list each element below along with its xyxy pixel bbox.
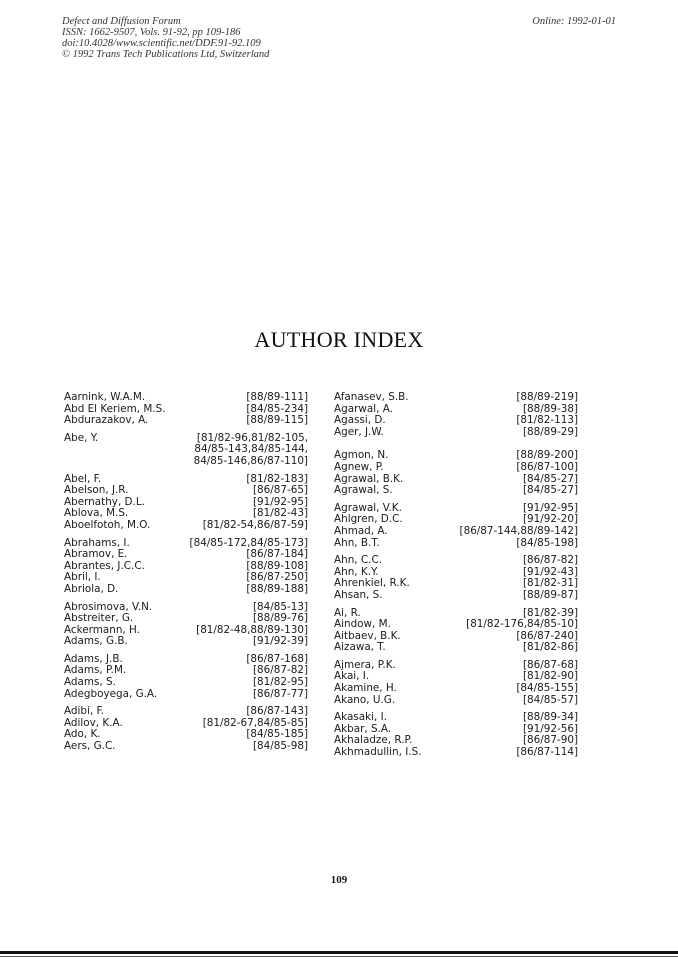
page-reference: [81/82-48,88/89-130] xyxy=(196,623,308,636)
page-reference: [88/89-87] xyxy=(522,588,578,601)
page-references xyxy=(389,590,578,602)
footer-rule-thin xyxy=(0,956,678,957)
page-reference: [88/89-29] xyxy=(522,425,578,438)
author-name: Agassi, D. xyxy=(334,414,386,427)
author-name: Akai, I. xyxy=(334,670,370,683)
page-reference: [86/87-77] xyxy=(252,687,308,700)
page-reference: [81/82-67,84/85-85] xyxy=(202,716,308,729)
author-name: Agrawal, V.K. xyxy=(334,501,402,514)
page-references xyxy=(122,677,308,689)
page-reference: [91/92-43] xyxy=(522,565,578,578)
page-references xyxy=(388,555,578,567)
journal-name: Defect and Diffusion Forum xyxy=(62,16,181,27)
page-references xyxy=(386,538,578,550)
page-reference: [88/89-34] xyxy=(522,711,578,724)
author-name: Abrosimova, V.N. xyxy=(64,600,153,613)
page-reference: [81/82-90] xyxy=(522,670,578,683)
page-reference: [86/87-90] xyxy=(522,734,578,747)
page-references xyxy=(415,392,578,404)
page-reference: [84/85-172,84/85-173] xyxy=(189,536,308,549)
page-reference: [88/89-219] xyxy=(516,391,578,403)
copyright-line: © 1992 Trans Tech Publications Ltd, Switzerland xyxy=(62,49,270,60)
author-name: Aindow, M. xyxy=(334,618,391,631)
page-reference: [81/82-54,86/87-59] xyxy=(202,518,308,531)
page-title: AUTHOR INDEX xyxy=(254,327,424,352)
author-name: Aizawa, T. xyxy=(334,641,386,654)
page-reference: [81/82-39] xyxy=(522,606,578,619)
page-reference: [86/87-143] xyxy=(246,705,308,718)
page-reference: [84/85-198] xyxy=(516,536,578,549)
page-reference: [91/92-20] xyxy=(522,513,578,526)
page-reference: [88/89-200] xyxy=(516,449,578,462)
author-entry xyxy=(64,689,308,701)
page-reference: [88/89-76] xyxy=(252,612,308,625)
author-column-left xyxy=(64,392,308,753)
author-entry xyxy=(64,433,308,468)
author-name: Ai, R. xyxy=(334,606,361,619)
author-name: Ahlgren, D.C. xyxy=(334,513,403,526)
author-entry xyxy=(64,549,308,561)
page-reference: [81/82-95] xyxy=(252,676,308,689)
page-references xyxy=(122,741,308,753)
page-reference: [88/89-108] xyxy=(246,559,308,572)
page-reference: [81/82-176,84/85-10] xyxy=(466,618,578,631)
author-name: Ahn, C.C. xyxy=(334,554,383,567)
page-reference: [81/82-43] xyxy=(252,507,308,520)
author-name: Akhaladze, R.P. xyxy=(334,734,413,747)
author-name: Ablova, M.S. xyxy=(64,507,129,520)
author-name: Akasaki, I. xyxy=(334,711,387,724)
page-reference: [86/87-240] xyxy=(516,629,578,642)
author-entry xyxy=(334,642,578,654)
author-name: Abernathy, D.L. xyxy=(64,495,145,508)
author-name: Ahmad, A. xyxy=(334,524,388,537)
author-entry xyxy=(334,695,578,707)
page-references xyxy=(403,683,578,695)
author-name: Adibi, F. xyxy=(64,705,105,718)
page-references xyxy=(151,392,308,404)
author-name: Akano, U.G. xyxy=(334,693,396,706)
author-entry xyxy=(64,415,308,427)
author-name: Afanasev, S.B. xyxy=(334,391,409,403)
author-entry xyxy=(64,613,308,625)
page-reference: [84/85-98] xyxy=(252,740,308,753)
author-entry xyxy=(334,485,578,497)
page-reference: [86/87-82] xyxy=(252,664,308,677)
author-name: Abrantes, J.C.C. xyxy=(64,559,145,572)
page-references xyxy=(154,415,308,427)
author-name: Adams, P.M. xyxy=(64,664,127,677)
issn-line: ISSN: 1662-9507, Vols. 91-92, pp 109-186 xyxy=(62,27,241,38)
page-references xyxy=(156,520,308,532)
author-entry xyxy=(64,741,308,753)
author-entry xyxy=(334,526,578,538)
page-reference: [84/85-185] xyxy=(246,728,308,741)
page-references xyxy=(428,747,579,759)
page-reference: [81/82-86] xyxy=(522,641,578,654)
page-reference: [81/82-183] xyxy=(246,472,308,485)
author-name: Adams, J.B. xyxy=(64,652,123,665)
author-name: Akamine, H. xyxy=(334,682,397,695)
page-reference: [88/89-115] xyxy=(246,414,308,427)
author-name: Aarnink, W.A.M. xyxy=(64,391,146,403)
page-reference: [84/85-234] xyxy=(246,402,308,415)
page-reference: [86/87-250] xyxy=(246,571,308,584)
author-name: Abriola, D. xyxy=(64,582,119,595)
author-name: Abe, Y. xyxy=(64,431,99,444)
author-name: Ahn, B.T. xyxy=(334,536,380,549)
page-references xyxy=(124,584,308,596)
author-name: Ager, J.W. xyxy=(334,425,384,438)
author-entry xyxy=(334,590,578,602)
page-reference: [84/85-27] xyxy=(522,484,578,497)
page-reference: [91/92-56] xyxy=(522,722,578,735)
author-name: Abel, F. xyxy=(64,472,102,485)
author-name: Ackermann, H. xyxy=(64,623,140,636)
page-reference: [86/87-168] xyxy=(246,652,308,665)
author-column-right xyxy=(334,392,578,759)
page-reference: [84/85-155] xyxy=(516,682,578,695)
author-name: Akhmadullin, I.S. xyxy=(334,746,422,759)
page-reference: [81/82-113] xyxy=(516,414,578,427)
author-name: Aers, G.C. xyxy=(64,740,116,753)
author-name: Ahrenkiel, R.K. xyxy=(334,577,410,590)
page-reference: [91/92-39] xyxy=(252,635,308,648)
author-name: Abramov, E. xyxy=(64,548,128,561)
page-references xyxy=(394,526,578,538)
author-name: Abd El Keriem, M.S. xyxy=(64,402,166,415)
author-name: Ajmera, P.K. xyxy=(334,658,396,671)
page-references xyxy=(134,485,308,497)
page-reference: [86/87-184] xyxy=(246,548,308,561)
author-entry xyxy=(334,538,578,550)
author-name: Aitbaev, B.K. xyxy=(334,629,401,642)
page-reference: [88/89-188] xyxy=(246,582,308,595)
page-reference: [86/87-144,88/89-142] xyxy=(459,524,578,537)
online-date: Online: 1992-01-01 xyxy=(532,16,616,27)
author-entry xyxy=(334,619,578,631)
page-number: 109 xyxy=(330,874,348,886)
page-references xyxy=(401,695,578,707)
author-name: Agrawal, B.K. xyxy=(334,472,404,485)
author-name: Ahn, K.Y. xyxy=(334,565,379,578)
page-references xyxy=(390,427,578,439)
page-references xyxy=(399,485,578,497)
page-reference: [86/87-65] xyxy=(252,484,308,497)
page-references xyxy=(163,689,308,701)
page-reference: [86/87-82] xyxy=(522,554,578,567)
author-name: Adegboyega, G.A. xyxy=(64,687,158,700)
author-name: Aboelfotoh, M.O. xyxy=(64,518,151,531)
author-entry xyxy=(334,392,578,404)
author-entry xyxy=(64,677,308,689)
page-references xyxy=(134,636,308,648)
author-name: Abelson, J.R. xyxy=(64,484,129,497)
page-reference: [81/82-31] xyxy=(522,577,578,590)
page-reference: [86/87-100] xyxy=(516,460,578,473)
author-entry xyxy=(334,683,578,695)
author-entry xyxy=(64,520,308,532)
author-name: Adilov, K.A. xyxy=(64,716,123,729)
page-references xyxy=(133,549,308,561)
page-reference: 84/85-146,86/87-110] xyxy=(193,454,308,467)
page-reference: 84/85-143,84/85-144, xyxy=(194,443,308,456)
author-name: Ahsan, S. xyxy=(334,588,383,601)
page-references xyxy=(397,619,578,631)
page-references xyxy=(392,642,578,654)
author-name: Agnew, P. xyxy=(334,460,384,473)
author-entry xyxy=(64,485,308,497)
doi-line: doi:10.4028/www.scientific.net/DDF.91-92.109 xyxy=(62,38,261,49)
author-entry xyxy=(334,462,578,474)
author-name: Adams, S. xyxy=(64,676,116,689)
page-references xyxy=(104,433,308,468)
author-entry xyxy=(64,392,308,404)
author-name: Akbar, S.A. xyxy=(334,722,392,735)
author-name: Abdurazakov, A. xyxy=(64,414,149,427)
page-references xyxy=(139,613,308,625)
page-reference: [84/85-13] xyxy=(252,600,308,613)
author-entry xyxy=(334,427,578,439)
author-name: Agrawal, S. xyxy=(334,484,393,497)
author-entry xyxy=(334,555,578,567)
author-name: Agarwal, A. xyxy=(334,402,393,415)
author-name: Abril, I. xyxy=(64,571,101,584)
footer-rule xyxy=(0,951,678,954)
page-reference: [91/92-95] xyxy=(252,495,308,508)
page-reference: [86/87-68] xyxy=(522,658,578,671)
page-reference: [86/87-114] xyxy=(516,746,578,759)
author-name: Agmon, N. xyxy=(334,449,389,462)
author-entry xyxy=(64,584,308,596)
page-reference: [84/85-57] xyxy=(522,693,578,706)
page-reference: [88/89-111] xyxy=(246,391,308,403)
author-name: Ado, K. xyxy=(64,728,101,741)
page-reference: [88/89-38] xyxy=(522,402,578,415)
page-reference: [84/85-27] xyxy=(522,472,578,485)
author-name: Abstreiter, G. xyxy=(64,612,134,625)
author-entry xyxy=(64,636,308,648)
author-name: Abrahams, I. xyxy=(64,536,130,549)
author-name: Adams, G.B. xyxy=(64,635,128,648)
page-reference: [91/92-95] xyxy=(522,501,578,514)
author-entry xyxy=(334,747,578,759)
page-header xyxy=(62,16,616,60)
page-references xyxy=(390,462,578,474)
page-reference: [81/82-96,81/82-105, xyxy=(196,431,308,444)
